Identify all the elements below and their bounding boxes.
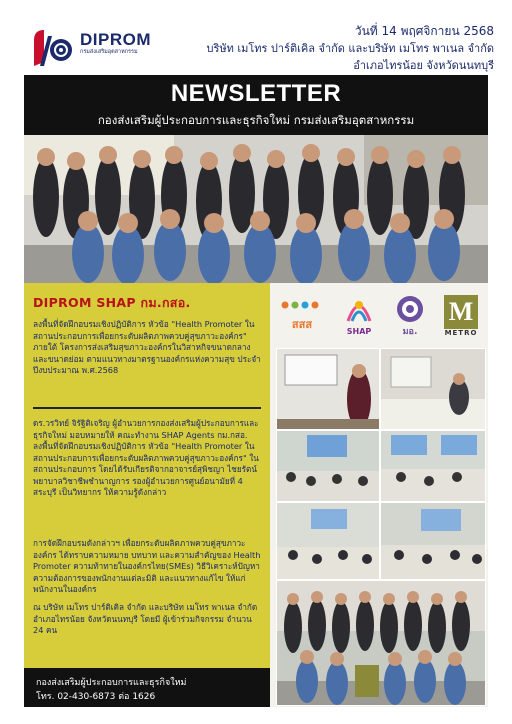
article-body: ดร.วรวิทย์ จิรัฐิติเจริญ ผู้อำนวยการกองส่งเสริมผู้ประกอบการและธุรกิจใหม่ มอบหมายให้ คณะทำงาน SHAP Agents กม.กสอ. ลงพื้นที่จัดฝึกอบรมเชิงปฏิบัติการ หัวข้อ "Health Promoter ในสถานประกอบการเพื่อยกระดับผลิตภาพควบคู่สุขภาวะองค์กร" ในสถานประกอบการ โดยได้รับเกียรติจากอาจารย์สุพิชญา ไชยรัตน์ พยาบาลวิชาชีพชำนาญการ รองผู้อำนวยการศูนย์อนามัยที่ 4 สระบุรี เป็นวิทยากร ให้ความรู้ดังกล่าว	[33, 418, 259, 497]
mor-mark: มอ.	[402, 327, 418, 337]
training-room-photo-3	[276, 502, 380, 580]
sss-logo	[274, 288, 330, 344]
contact-org: กองส่งเสริมผู้ประกอบการและธุรกิจใหม่	[36, 678, 187, 688]
group-photo	[24, 135, 488, 283]
issue-date: วันที่ 14 พฤศจิกายน 2568	[354, 24, 494, 38]
mor-logo	[386, 288, 434, 344]
sss-mark: สสส	[291, 318, 313, 331]
participants-group-photo	[276, 580, 486, 706]
company-names: บริษัท เมโทร ปาร์ติเคิล จำกัด และบริษัท เมโทร พาเนล จำกัด	[206, 42, 494, 55]
shap-logo-icon	[342, 297, 376, 327]
location: อำเภอไทรน้อย จังหวัดนนทบุรี	[353, 59, 494, 72]
metro-mark: M	[444, 295, 478, 329]
contact-phone: โทร. 02-430-6873 ต่อ 1626	[36, 692, 156, 702]
shap-mark: SHAP	[346, 326, 372, 336]
article-intro: ลงพื้นที่จัดฝึกอบรมเชิงปฏิบัติการ หัวข้อ "Health Promoter ในสถานประกอบการเพื่อยกระดับผลิตภาพควบคู่สุขภาวะองค์กร" ภายใต้ โครงการส่งเสริมสุขภาวะองค์กรในวิสาหกิจขนาดกลางและขนาดย่อม ตามแนวทางมาตรฐานองค์กรแห่งความสุข ประจำปีงบประมาณ พ.ศ.2568	[33, 319, 261, 375]
training-room-photo-1	[276, 430, 380, 502]
article-venue: ณ บริษัท เมโทร ปาร์ติเคิล จำกัด และบริษัท เมโทร พาเนล จำกัด อำเภอไทรน้อย จังหวัดนนทบุรี โดยมี ผู้เข้าร่วมกิจกรรม จำนวน 24 คน	[33, 602, 258, 635]
newsletter-title: NEWSLETTER	[170, 80, 342, 107]
speaker-photo	[276, 348, 380, 430]
article-heading: DIPROM SHAP กม.กสอ.	[33, 295, 191, 310]
shap-logo	[334, 288, 384, 344]
brand-subtitle: กรมส่งเสริมอุตสาหกรรม	[80, 49, 138, 55]
metro-name: METRO	[444, 329, 478, 337]
metro-logo	[438, 288, 484, 344]
registration-photo	[380, 348, 486, 430]
brand-name: DIPROM	[80, 30, 151, 49]
divider	[33, 407, 261, 409]
newsletter-subtitle: กองส่งเสริมผู้ประกอบการและธุรกิจใหม่ กรมส่งเสริมอุตสาหกรรม	[97, 113, 415, 127]
training-room-photo-2	[380, 430, 486, 502]
mor-logo-icon	[395, 294, 425, 324]
article-purpose: การจัดฝึกอบรมดังกล่าวฯ เพื่อยกระดับผลิตภาพควบคู่สุขภาวะองค์กร ได้ทราบความหมาย บทบาท และความสำคัญของ Health Promoter ความท้าทายในองค์กรไทย(SMEs) วิธีวิเคราะห์ปัญหา ความต้องการของพนักงานแต่ละมิติ และแนวทางแก้ไข ให้แก่พนักงานในองค์กร	[33, 538, 261, 594]
training-room-photo-4	[380, 502, 486, 580]
diprom-logo-icon	[30, 26, 74, 70]
partner-logos	[272, 288, 486, 344]
